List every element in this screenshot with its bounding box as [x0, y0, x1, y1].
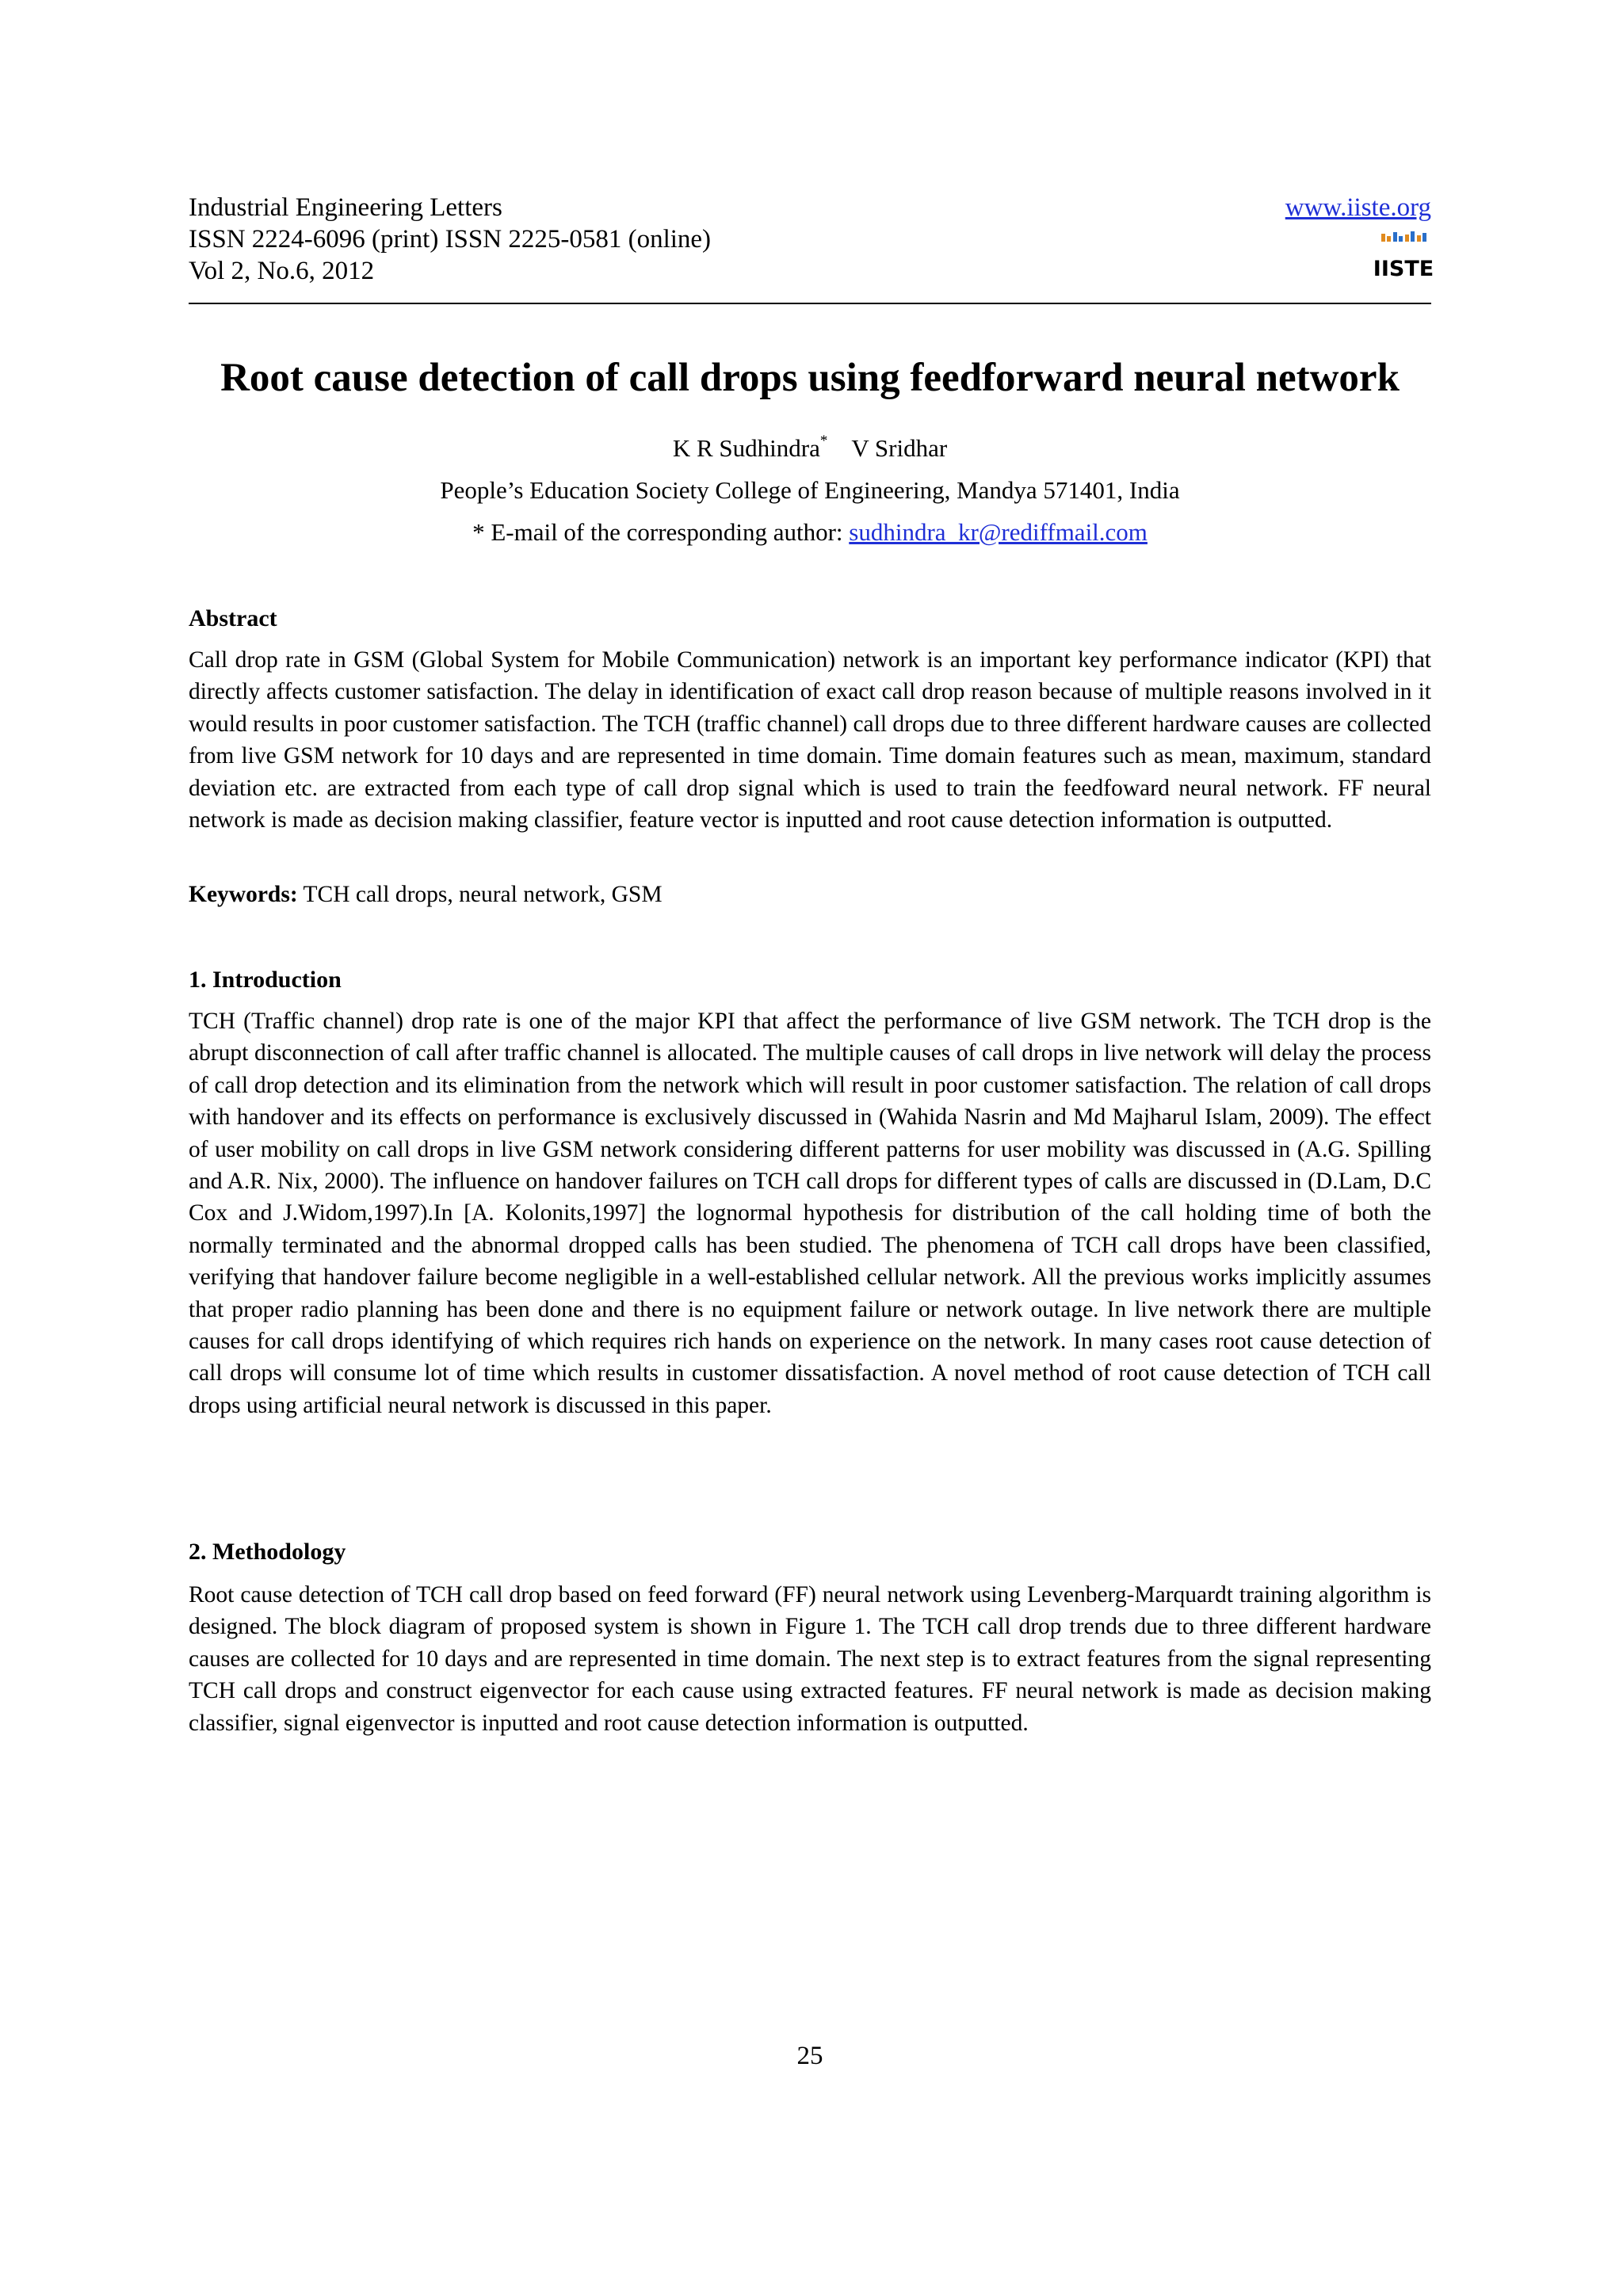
page-header — [189, 192, 1434, 304]
author-name: V Sridhar — [851, 434, 948, 462]
journal-info — [189, 192, 711, 287]
header-divider — [189, 303, 1431, 304]
keywords-line — [189, 879, 663, 910]
author-name: K R Sudhindra — [672, 434, 820, 462]
keywords-label: Keywords: — [189, 882, 298, 907]
journal-website-link[interactable]: www.iiste.org — [1285, 193, 1431, 222]
corresponding-author-mark: * — [819, 433, 828, 449]
abstract-text: Call drop rate in GSM (Global System for Mobile Communication) network is an important key performance indicator (KPI) that directly affects customer satisfaction. The delay in identification of exact call drop reason because of multiple reasons involved in it would results in poor customer satisfaction. The TCH (traffic channel) call drops due to three different hardware causes are collected from live GSM network for 10 days and are represented in time domain. Time domain features such as mean, maximum, standard deviation etc. are extracted from each type of call drop signal which is used to train the feedfoward neural network. FF neural network is made as decision making classifier, feature vector is inputted and root cause detection information is outputted. — [189, 647, 1431, 833]
iiste-logo-text: IISTE — [1373, 257, 1434, 281]
iiste-logo — [1373, 231, 1434, 281]
methodology-heading: 2. Methodology — [189, 1539, 346, 1565]
journal-name: Industrial Engineering Letters — [189, 193, 502, 222]
corresponding-email-line — [189, 517, 1431, 547]
journal-volume: Vol 2, No.6, 2012 — [189, 257, 375, 285]
author-email-link[interactable]: sudhindra_kr@rediffmail.com — [849, 518, 1148, 546]
paper-title: Root cause detection of call drops using feedforward neural network — [220, 356, 1400, 400]
introduction-heading: 1. Introduction — [189, 967, 342, 993]
page-number: 25 — [796, 2042, 823, 2070]
journal-issn: ISSN 2224-6096 (print) ISSN 2225-0581 (online) — [189, 225, 712, 254]
introduction-text: TCH (Traffic channel) drop rate is one of the major KPI that affect the performance of live GSM network. The TCH drop is the abrupt disconnection of call after traffic channel is allocated. The multiple causes of call drops in live network will delay the process of call drop detection and its elimination from the network which will result in poor customer satisfaction. The relation of call drops with handover and its effects on performance is exclusively discussed in (Wahida Nasrin and Md Majharul Islam, 2009). The effect of user mobility on call drops in live GSM network considering different patterns for user mobility was discussed in (A.G. Spilling and A.R. Nix, 2000). The influence on handover failures on TCH call drops for different types of calls are discussed in (D.Lam, D.C Cox and J.Widom,1997).In [A. Kolonits,1997] the lognormal hypothesis for distribution of the call holding time of both the normally terminated and the abnormal dropped calls has been studied. The phenomena of TCH call drops have been classified, verifying that handover failure become negligible in a well-established cellular network. All the previous works implicitly assumes that proper radio planning has been done and there is no equipment failure or network outage. In live network there are multiple causes for call drops identifying of which requires rich hands on experience on the network. In many cases root cause detection of call drops will consume lot of time which results in customer dissatisfaction. A novel method of root cause detection of TCH call drops using artificial neural network is discussed in this paper. — [189, 1009, 1431, 1418]
methodology-text: Root cause detection of TCH call drop based on feed forward (FF) neural network using Levenberg-Marquardt training algorithm is designed. The block diagram of proposed system is shown in Figure 1. The TCH call drop trends due to three different hardware causes are collected for 10 days and are represented in time domain. The next step is to extract features from the signal representing TCH call drops and construct eigenvector for each cause using extracted features. FF neural network is made as decision making classifier, signal eigenvector is inputted and root cause detection information is outputted. — [189, 1582, 1431, 1736]
author-line — [189, 433, 1431, 463]
abstract-heading: Abstract — [189, 605, 277, 631]
email-label: * E-mail of the corresponding author: — [472, 518, 850, 546]
keywords-text: TCH call drops, neural network, GSM — [297, 882, 663, 907]
author-affiliation: People’s Education Society College of Engineering, Mandya 571401, India — [440, 476, 1180, 504]
